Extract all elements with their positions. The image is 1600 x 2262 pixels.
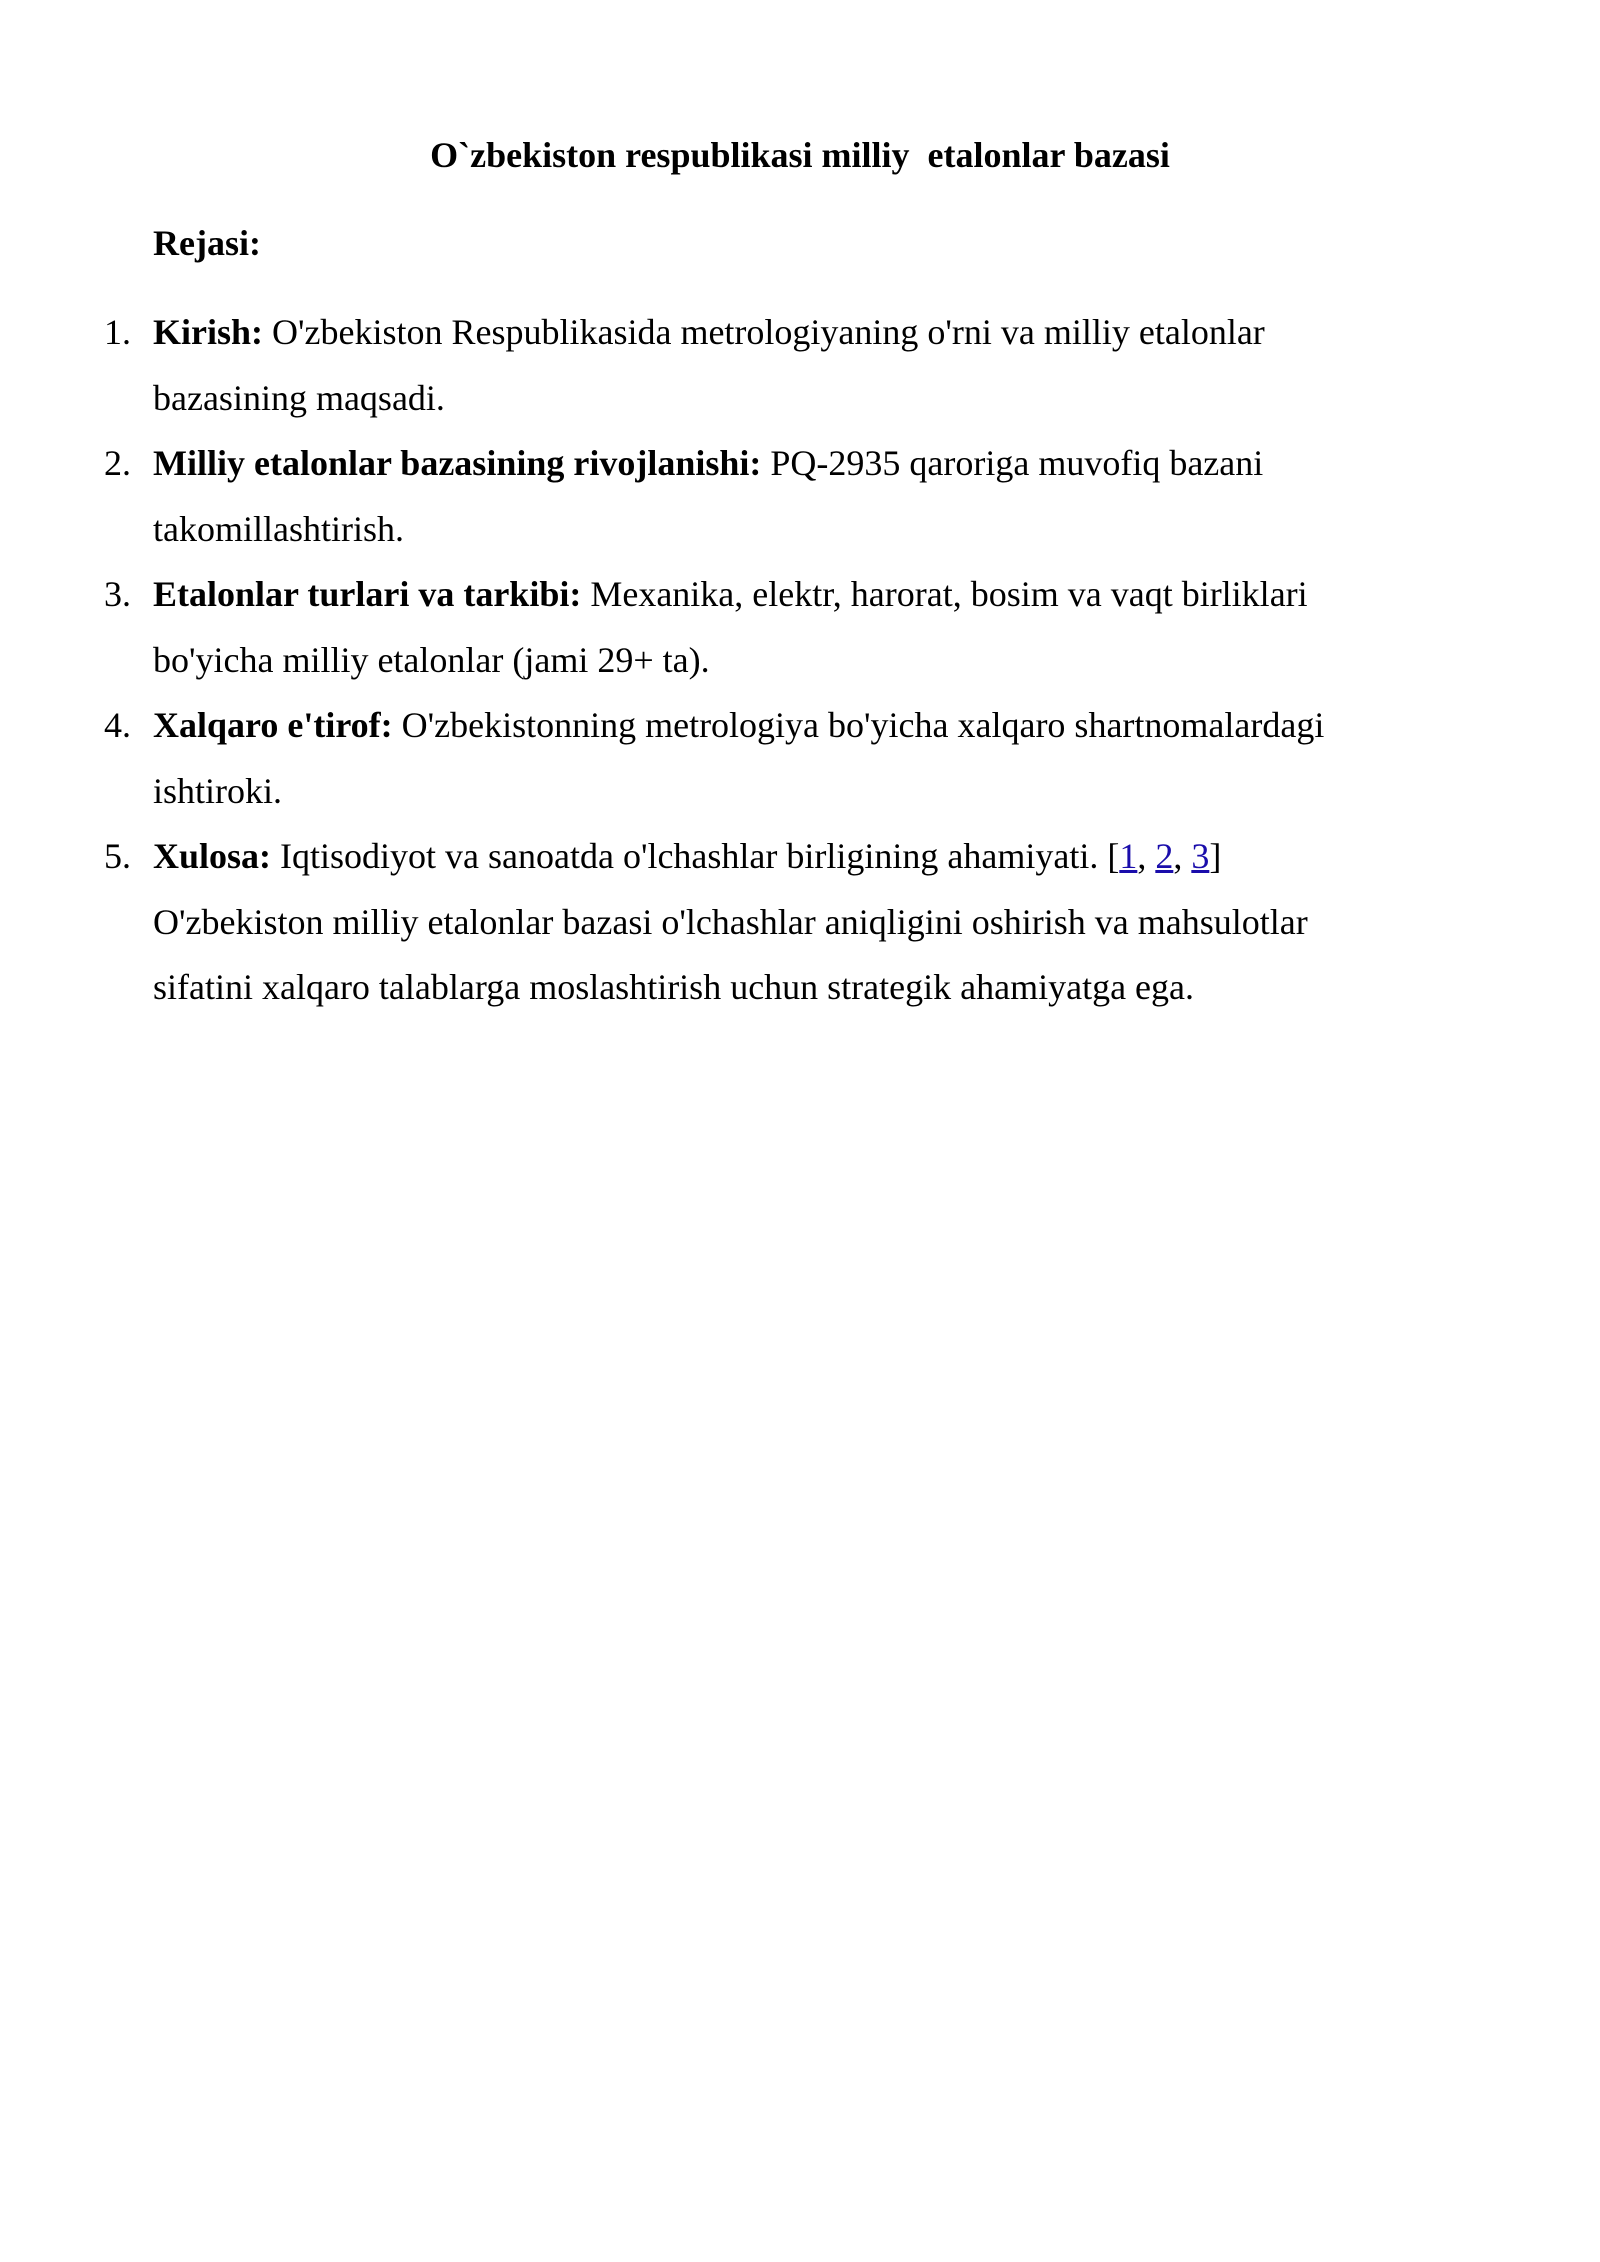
conclusion-text: O'zbekiston milliy etalonlar bazasi o'lchashlar aniqligini oshirish va mahsulotlar sifatini xalqaro talablarga moslashtirish uchun strategik ahamiyatga ega. — [153, 901, 1308, 1007]
list-item-term: Kirish: — [153, 312, 264, 352]
reference-link-1[interactable]: 1 — [1119, 836, 1138, 876]
list-item-text: Iqtisodiyot va sanoatda o'lchashlar birligining ahamiyati. — [271, 836, 1108, 876]
list-item-number: 2. — [104, 443, 131, 483]
list-item-term: Etalonlar turlari va tarkibi: — [153, 574, 582, 614]
reference-link-3[interactable]: 3 — [1191, 836, 1210, 876]
plan-list — [100, 300, 1400, 1021]
list-item — [100, 824, 1400, 1021]
list-item-text: O'zbekiston Respublikasida metrologiyaning o'rni va milliy etalonlar bazasining maqsadi. — [153, 312, 1265, 418]
document-title: O`zbekiston respublikasi milliy etalonlar bazasi — [430, 135, 1170, 175]
list-item — [100, 562, 1400, 693]
list-item-number: 4. — [104, 705, 131, 745]
list-item-term: Xulosa: — [153, 836, 272, 876]
list-item — [100, 431, 1400, 562]
list-item-number: 5. — [104, 836, 131, 876]
list-item-number: 1. — [104, 312, 131, 352]
reference-separator: , — [1173, 836, 1192, 876]
list-item — [100, 693, 1400, 824]
list-item — [100, 300, 1400, 431]
reference-bracket-close: ] — [1209, 836, 1222, 876]
list-item-term: Milliy etalonlar bazasining rivojlanishi: — [153, 443, 762, 483]
list-item-text: O'zbekistonning metrologiya bo'yicha xalqaro shartnomalardagi ishtiroki. — [153, 705, 1325, 811]
list-item-number: 3. — [104, 574, 131, 614]
reference-bracket-open: [ — [1107, 836, 1120, 876]
list-item-term: Xalqaro e'tirof: — [153, 705, 393, 745]
list-item-text: Mexanika, elektr, harorat, bosim va vaqt birliklari bo'yicha milliy etalonlar (jami 29+ ta). — [153, 574, 1308, 680]
reference-separator: , — [1137, 836, 1156, 876]
list-item-text: PQ-2935 qaroriga muvofiq bazani takomillashtirish. — [153, 443, 1264, 549]
reference-link-2[interactable]: 2 — [1155, 836, 1174, 876]
plan-heading: Rejasi: — [153, 223, 261, 263]
